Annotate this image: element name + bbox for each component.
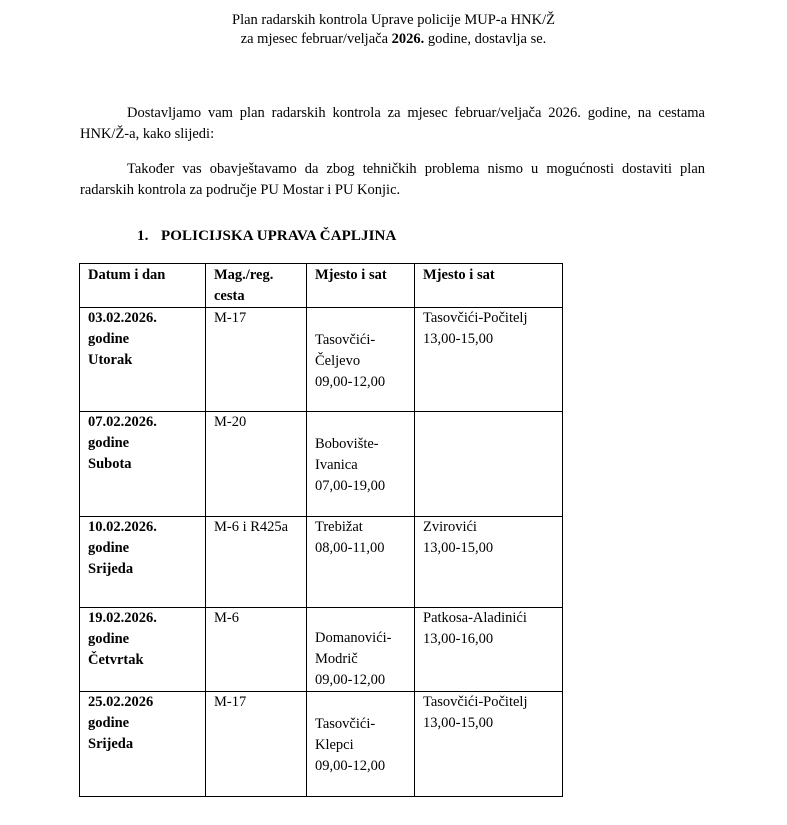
place-line: Domanovići- [315,630,392,646]
header-place-time-1: Mjesto i sat [307,264,415,308]
cell-place-time-1 [307,692,415,797]
time-line: 09,00-12,00 [315,758,386,774]
cell-date: 25.02.2026 godine [88,694,154,731]
document-title-line-1: Plan radarskih kontrola Uprave policije MUP-a HNK/Ž [232,12,555,28]
time-line: 13,00-15,00 [423,715,494,731]
section-heading [137,228,396,245]
header-road-line2: cesta [214,288,245,304]
section-title: POLICIJSKA UPRAVA ČAPLJINA [161,228,397,244]
cell-date-day [80,412,206,517]
time-line: 13,00-15,00 [423,331,494,347]
cell-road: M-17 [206,692,307,797]
cell-date: 07.02.2026. godine [88,414,157,451]
cell-date-day [80,308,206,412]
cell-place-time-2 [415,608,563,692]
cell-road: M-17 [206,308,307,412]
cell-day: Utorak [88,352,133,368]
cell-road: M-6 i R425a [206,517,307,608]
cell-date: 03.02.2026. godine [88,310,157,347]
cell-date: 10.02.2026. godine [88,519,157,556]
cell-place-time-1 [307,608,415,692]
cell-place-time-2-empty [415,412,563,517]
time-line: 13,00-16,00 [423,631,494,647]
cell-road: M-20 [206,412,307,517]
radar-schedule-table [79,263,563,797]
paragraph-intro [80,103,705,145]
cell-day: Četvrtak [88,652,144,668]
paragraph-notice-text: Također vas obavještavamo da zbog tehničkih problema nismo u mogućnosti dostaviti plan radarskih kontrola za područje PU Mostar i PU Konjic. [80,161,705,198]
section-number: 1. [137,228,149,244]
cell-place-time-1 [307,308,415,412]
cell-place-time-2 [415,308,563,412]
place-line: Čeljevo [315,353,361,369]
header-place-time-2: Mjesto i sat [415,264,563,308]
place-line: Zvirovići [423,519,477,535]
table-header-row [80,264,563,308]
place-line: Patkosa-Aladinići [423,610,527,626]
place-line: Ivanica [315,457,358,473]
document-title-line-2 [0,29,787,49]
cell-place-time-1 [307,412,415,517]
title-line2-end: godine, dostavlja se. [424,31,547,47]
cell-date-day [80,692,206,797]
place-line: Trebižat [315,519,363,535]
place-line: Tasovčići- [315,332,376,348]
time-line: 08,00-11,00 [315,540,385,556]
cell-day: Srijeda [88,736,134,752]
header-road-line1: Mag./reg. [214,267,274,283]
cell-day: Srijeda [88,561,134,577]
table-row [80,412,563,517]
place-line: Tasovčići- [315,716,376,732]
time-line: 09,00-12,00 [315,374,386,390]
header-road [206,264,307,308]
place-line: Tasovčići-Počitelj [423,310,528,326]
cell-place-time-2 [415,517,563,608]
table-row [80,692,563,797]
place-line: Bobovište- [315,436,379,452]
time-line: 13,00-15,00 [423,540,494,556]
cell-place-time-2 [415,692,563,797]
cell-date: 19.02.2026. godine [88,610,157,647]
cell-day: Subota [88,456,132,472]
place-line: Tasovčići-Počitelj [423,694,528,710]
cell-road: M-6 [206,608,307,692]
paragraph-notice [80,159,705,201]
cell-date-day [80,608,206,692]
header-date-day: Datum i dan [80,264,206,308]
title-year: 2026. [391,31,425,47]
cell-place-time-1 [307,517,415,608]
title-line2-text: za mjesec februar/veljača [240,31,392,47]
time-line: 07,00-19,00 [315,478,386,494]
cell-date-day [80,517,206,608]
place-line: Modrič [315,651,358,667]
table-row [80,517,563,608]
time-line: 09,00-12,00 [315,672,386,688]
place-line: Klepci [315,737,354,753]
table-row [80,608,563,692]
paragraph-intro-text: Dostavljamo vam plan radarskih kontrola za mjesec februar/veljača 2026. godine, na cestama HNK/Ž-a, kako slijedi: [80,105,705,142]
table-row [80,308,563,412]
